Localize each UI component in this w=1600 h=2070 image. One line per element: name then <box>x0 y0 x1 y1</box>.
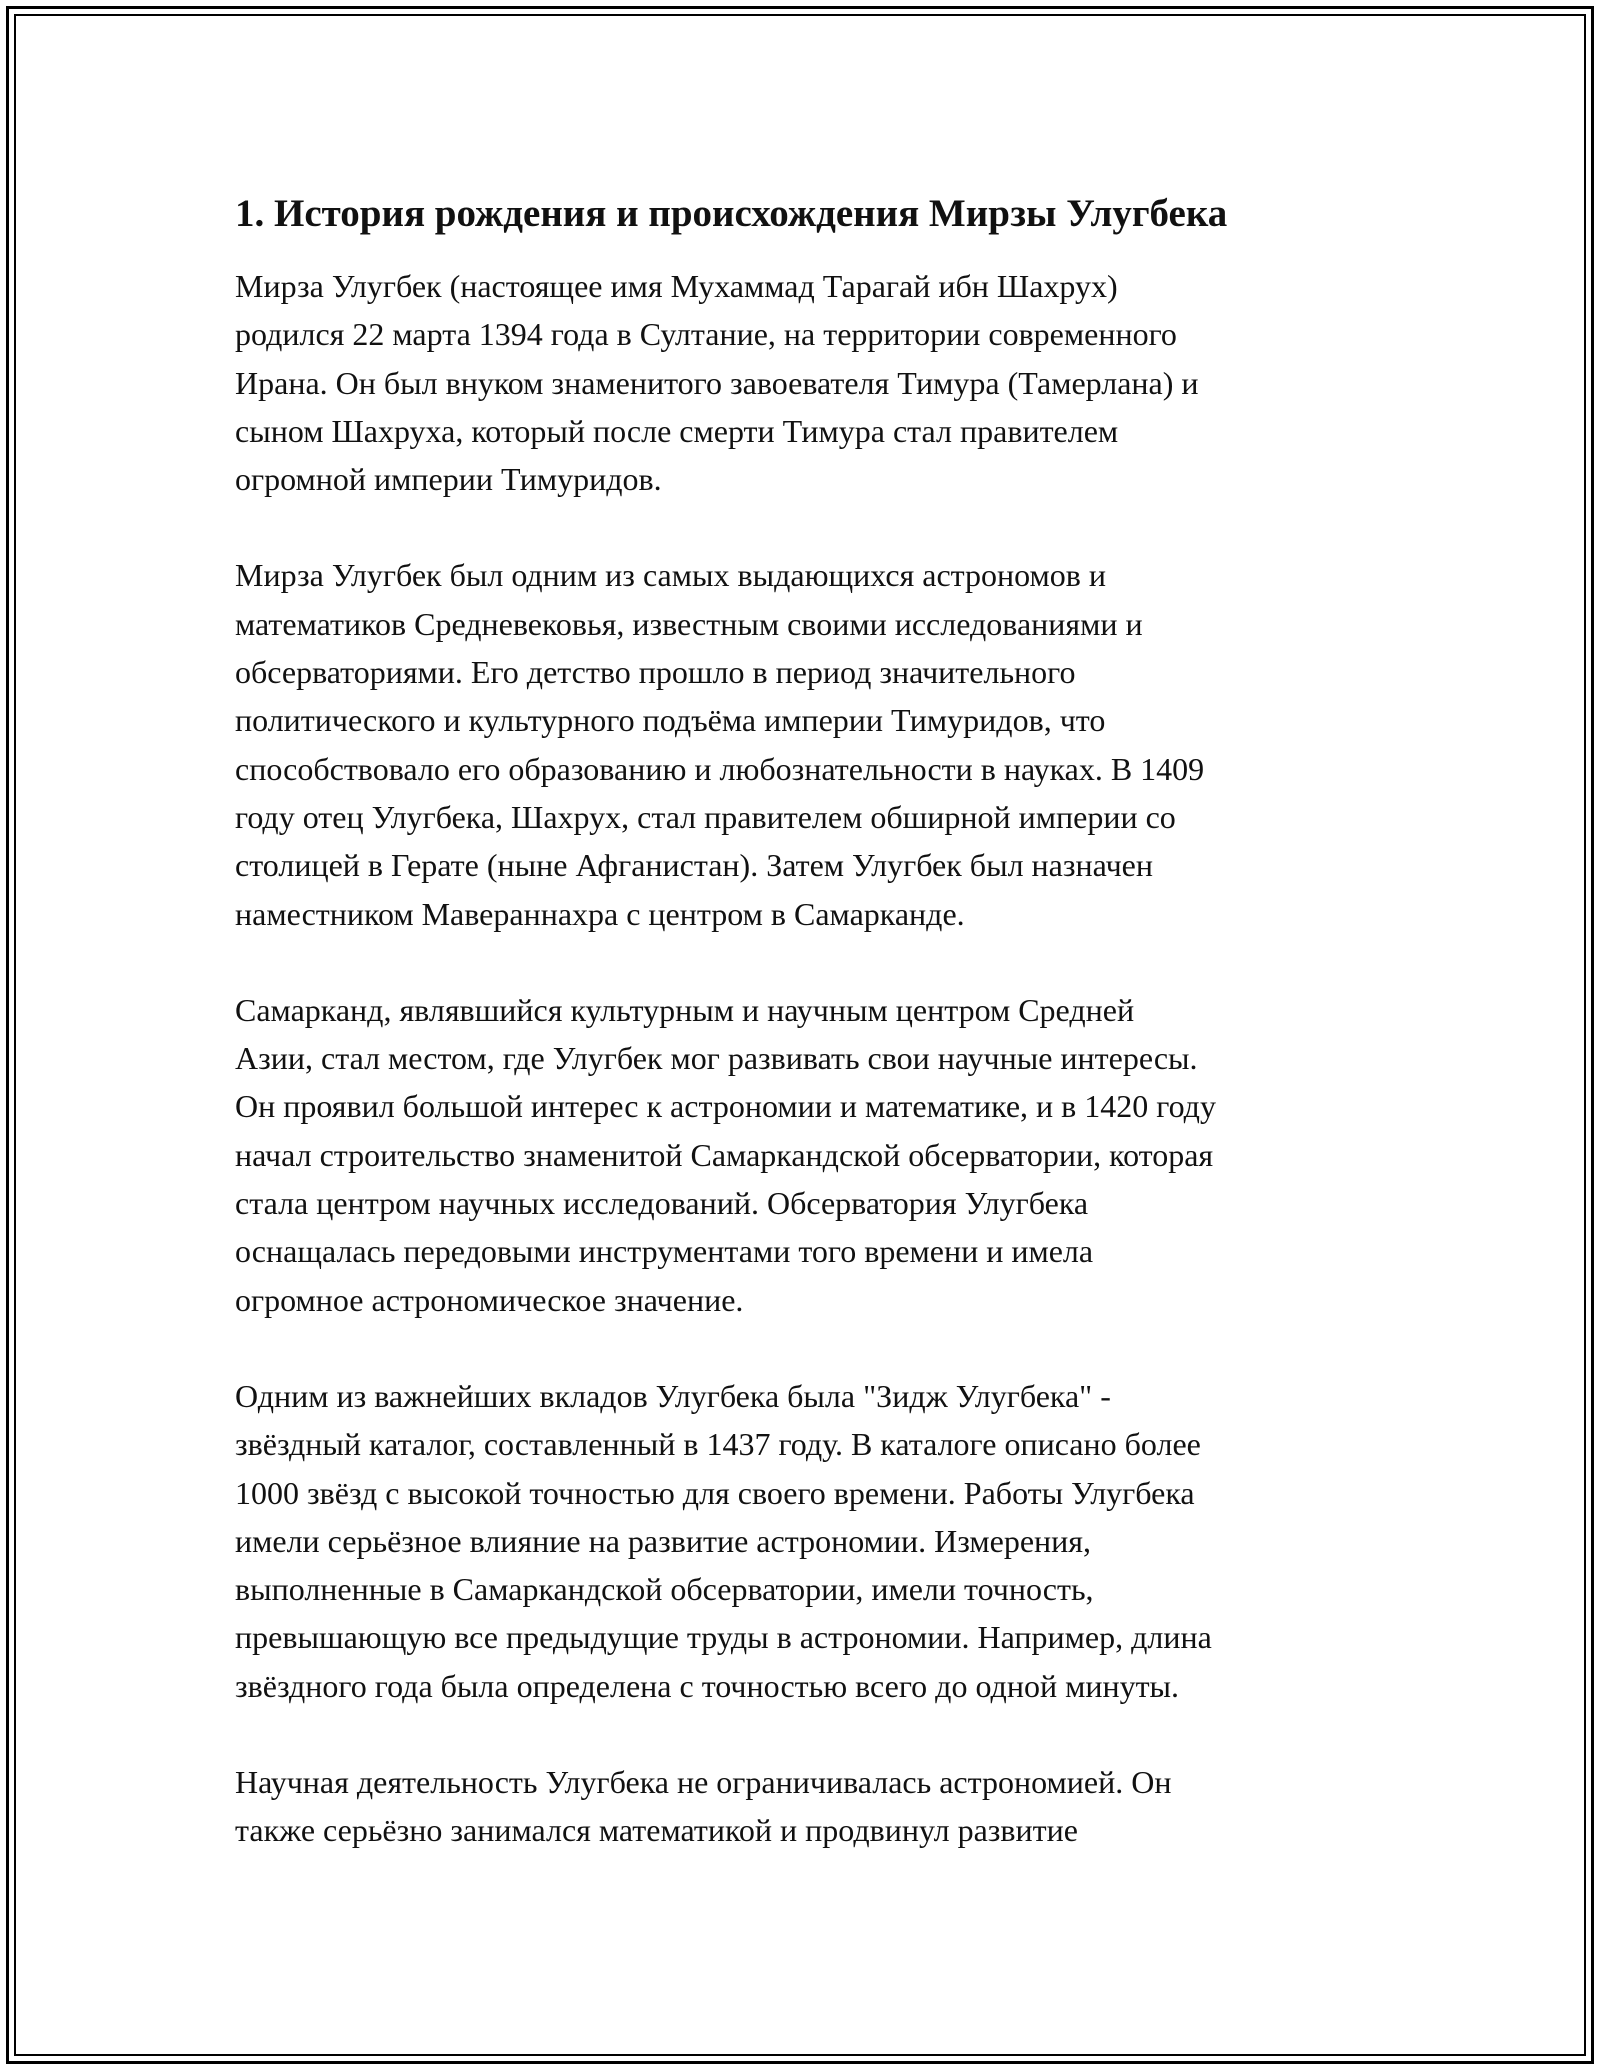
document-body <box>235 190 1380 1903</box>
paragraph-childhood: Мирза Улугбек был одним из самых выдающихся астрономов и математиков Средневековья, известным своими исследованиями и обсерваториями. Его детство прошло в период значительного политического и культурного подъёма империи Тимуридов, что способствовало его образованию и любознательности в науках. В 1409 году отец Улугбека, Шахрух, стал правителем обширной империи со столицей в Герате (ныне Афганистан). Затем Улугбек был назначен наместником Мавераннахра с центром в Самарканде. <box>235 557 1205 932</box>
section-heading: 1. История рождения и происхождения Мирзы Улугбека <box>235 192 1228 235</box>
paragraph-samarkand: Самарканд, являвшийся культурным и научным центром Средней Азии, стал местом, где Улугбек мог развивать свои научные интересы. Он проявил большой интерес к астрономии и математике, и в 1420 году начал строительство знаменитой Самаркандской обсерватории, которая стала центром научных исследований. Обсерватория Улугбека оснащалась передовыми инструментами того времени и имела огромное астрономическое значение. <box>235 991 1216 1318</box>
paragraph-zij: Одним из важнейших вкладов Улугбека была "Зидж Улугбека" - звёздный каталог, составленный в 1437 году. В каталоге описано более 1000 звёзд с высокой точностью для своего времени. Работы Улугбека имели серьёзное влияние на развитие астрономии. Измерения, выполненные в Самаркандской обсерватории, имели точность, превышающую все предыдущие труды в астрономии. Например, длина звёздного года была определена с точностью всего до одной минуты. <box>235 1377 1212 1704</box>
paragraph-mathematics: Научная деятельность Улугбека не ограничивалась астрономией. Он также серьёзно занимался математикой и продвинул развитие <box>235 1764 1172 1849</box>
paragraph-birth: Мирза Улугбек (настоящее имя Мухаммад Тарагай ибн Шахрух) родился 22 марта 1394 года в Султание, на территории современного Ирана. Он был внуком знаменитого завоевателя Тимура (Тамерлана) и сыном Шахруха, который после смерти Тимура стал правителем огромной империи Тимуридов. <box>235 268 1199 498</box>
